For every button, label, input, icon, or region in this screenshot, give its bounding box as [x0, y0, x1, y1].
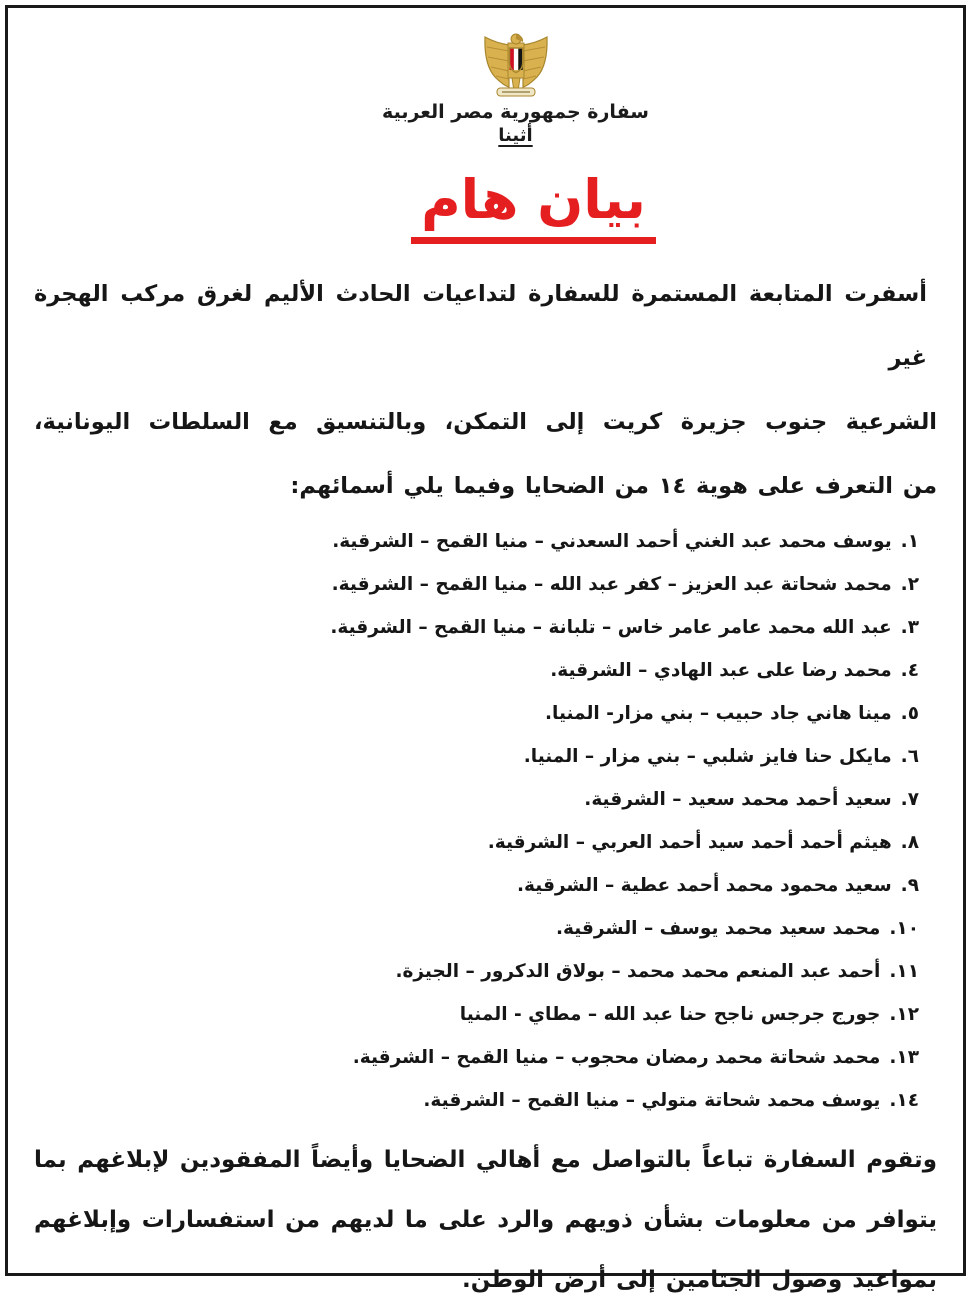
intro-line: من التعرف على هوية ١٤ من الضحايا وفيما يلي أسمائهم: [290, 473, 937, 500]
victim-number: ١٠. [889, 918, 919, 940]
victim-number: ١٣. [889, 1047, 919, 1069]
egypt-eagle-emblem-icon [64, 32, 967, 98]
victim-name: سعيد محمود محمد أحمد عطية – الشرقية. [517, 875, 892, 897]
closing-paragraph [34, 1130, 937, 1310]
victim-row [34, 735, 919, 778]
victim-number: ٥. [900, 703, 919, 725]
victim-number: ٧. [900, 789, 919, 811]
victim-name: سعيد أحمد محمد سعيد – الشرقية. [584, 789, 892, 811]
victim-name: أحمد عبد المنعم محمد محمد – بولاق الدكرور – الجيزة. [395, 961, 881, 983]
victim-number: ٦. [900, 746, 919, 768]
intro-paragraph [34, 262, 937, 518]
victim-name: محمد شحاتة محمد رمضان محجوب – منيا القمح – الشرقية. [352, 1047, 881, 1069]
victim-number: ٤. [900, 660, 919, 682]
statement-title: بيان هام [411, 170, 656, 244]
victim-number: ١. [900, 531, 919, 553]
victim-row [34, 993, 919, 1036]
statement-document [5, 5, 966, 1294]
victim-row [34, 864, 919, 907]
victim-number: ١٤. [889, 1090, 919, 1112]
victim-name: يوسف محمد عبد الغني أحمد السعدني – منيا القمح – الشرقية. [332, 531, 892, 553]
victim-name: جورج جرجس ناجح حنا عبد الله – مطاي - المنيا [459, 1004, 881, 1026]
closing-line: بمواعيد وصول الجثامين إلى أرض الوطن. [461, 1267, 937, 1294]
victim-row [34, 563, 919, 606]
closing-line: يتوافر من معلومات بشأن ذويهم والرد على ما لديهم من استفسارات وإبلاغهم [34, 1207, 937, 1234]
title-row [34, 170, 937, 244]
victim-row [34, 907, 919, 950]
victim-row [34, 692, 919, 735]
victim-number: ٨. [900, 832, 919, 854]
victim-row [34, 821, 919, 864]
embassy-city: أثينا [498, 125, 533, 146]
victim-name: مايكل حنا فايز شلبي – بني مزار – المنيا. [523, 746, 892, 768]
victim-name: يوسف محمد شحاتة متولي – منيا القمح – الشرقية. [423, 1090, 881, 1112]
victim-row [34, 950, 919, 993]
victim-row [34, 520, 919, 563]
victim-row [34, 1036, 919, 1079]
victim-name: مينا هاني جاد حبيب – بني مزار- المنيا. [544, 703, 892, 725]
closing-line: وتقوم السفارة تباعاً بالتواصل مع أهالي الضحايا وأيضاً المفقودين لإبلاغهم بما [34, 1147, 937, 1174]
victim-name: محمد سعيد محمد يوسف – الشرقية. [555, 918, 881, 940]
document-header [64, 32, 967, 146]
intro-line: الشرعية جنوب جزيرة كريت إلى التمكن، وبالتنسيق مع السلطات اليونانية، [34, 409, 937, 436]
victim-name: هيثم أحمد أحمد سيد أحمد العربي – الشرقية. [487, 832, 892, 854]
victims-list [34, 520, 937, 1122]
victim-name: محمد رضا على عبد الهادي – الشرقية. [550, 660, 892, 682]
victim-row [34, 649, 919, 692]
intro-line: أسفرت المتابعة المستمرة للسفارة لتداعيات الحادث الأليم لغرق مركب الهجرة غير [34, 281, 927, 372]
victim-number: ١٢. [889, 1004, 919, 1026]
embassy-name: سفارة جمهورية مصر العربية [382, 101, 649, 123]
victim-number: ٢. [900, 574, 919, 596]
victim-number: ٣. [900, 617, 919, 639]
victim-row [34, 1079, 919, 1122]
victim-number: ١١. [889, 961, 919, 983]
victim-name: عبد الله محمد عامر عامر خاس – تلبانة – منيا القمح – الشرقية. [330, 617, 892, 639]
victim-row [34, 606, 919, 649]
victim-name: محمد شحاتة عبد العزيز – كفر عبد الله – منيا القمح – الشرقية. [331, 574, 892, 596]
victim-number: ٩. [900, 875, 919, 897]
victim-row [34, 778, 919, 821]
